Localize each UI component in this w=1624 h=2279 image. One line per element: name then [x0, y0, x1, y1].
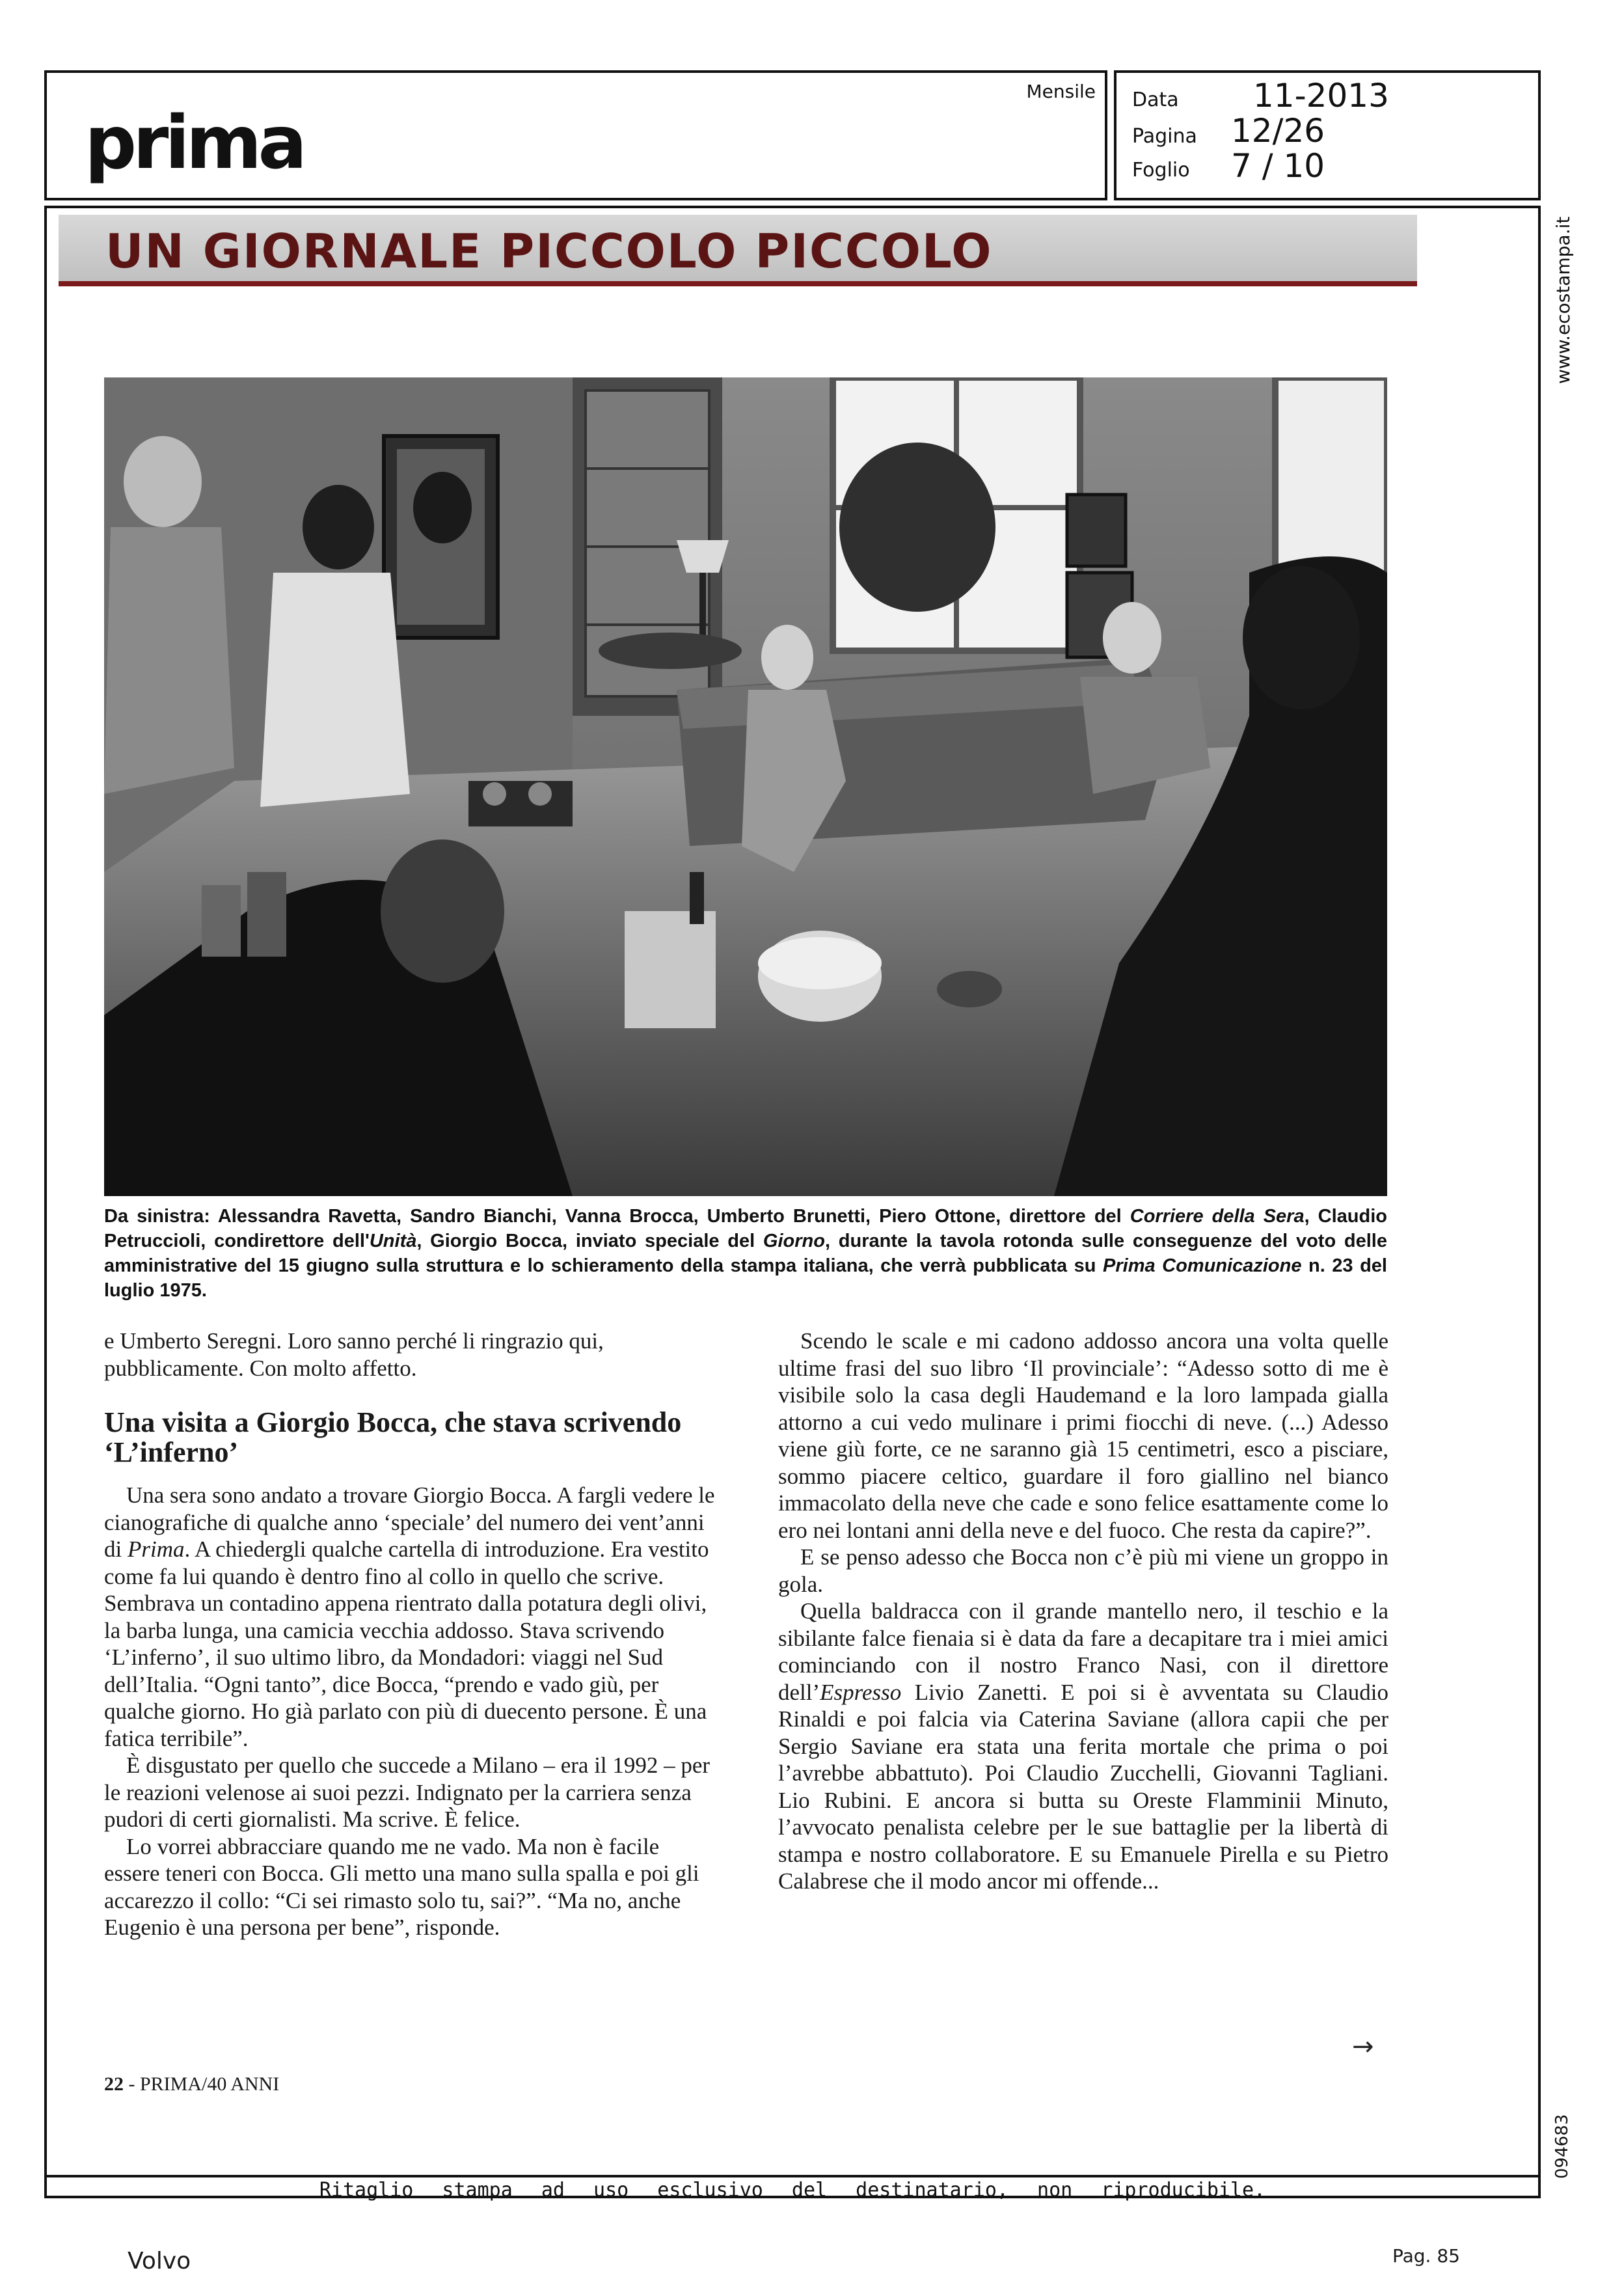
right-para-3-b: Livio Zanetti. E poi si è avventata su Claudio Rinaldi e poi falcia via Caterina Saviane (allora capii che per Sergio Saviane era stata una ferita mortale che prima o poi l’avrebbe abbattuto). Poi Claudio Zucchelli, Giovanni Tagliani. Lio Rubini. E ancora si butta su Oreste Flamminii Minuto, l’avvocato penalista celebre per le sue battaglie per la libertà di stampa e nostro collaboratore. E su Emanuele Pirella e su Pietro Calabrese che il modo ancor mi offende...: [778, 1679, 1388, 1894]
banner-underline: [59, 281, 1417, 286]
left-para-2: È disgustato per quello che succede a Milano – era il 1992 – per le reazioni velenose ai suoi pezzi. Indignato per la carriera senza pudori di certi giornalisti. Ma scrive. È felice.: [104, 1753, 710, 1832]
meta-value-data: 11-2013: [1253, 77, 1389, 115]
meta-label-pagina: Pagina: [1132, 125, 1197, 148]
right-column: [778, 1328, 1388, 1895]
meta-label-data: Data: [1132, 89, 1179, 111]
left-para-1-b: . A chiedergli qualche cartella di introduzione. Era vestito come fa lui quando è dentro fino al collo in quello che scrive. Sembrava un contadino appena rientrato dalla potatura degli olivi, la barba lunga, una camicia vecchia addosso. Stava scrivendo ‘L’inferno’, il suo ultimo libro, da Mondadori: viaggi nel Sud dell’Italia. “Ogni tanto”, dice Bocca, “prendo e vado giù, per qualche giorno. Ho già parlato con più di duecento persone. È una fatica terribile”.: [104, 1536, 709, 1751]
right-para-3-espresso: Espresso: [820, 1679, 902, 1705]
client-name: Volvo: [128, 2248, 191, 2274]
caption-text: , durante la tavola rotonda sulle conseguenze del voto delle amministrative del 15 giugno sulla struttura e lo schieramento della stampa italiana, che verrà pubblicata su: [104, 1231, 1387, 1276]
right-para-1: Scendo le scale e mi cadono addosso ancora una volta quelle ultime frasi del suo libro ‘Il provinciale’: “Adesso sotto di me è visibile solo la casa degli Haudemand e la loro lampada gialla attorno a cui vedo mulinare i primi fiocchi di neve. (...) Adesso viene giù forte, ce ne saranno già 15 centimetri, esco a pisciare, sommo piacere celtico, guardare il foro giallino nel bianco immacolato della neve che cade e sono felice esattamente come lo ero nei lontani anni della neve e del fuoco. Che resta da capire?”.: [778, 1328, 1388, 1543]
clipping-page: Pag. 85: [1392, 2245, 1460, 2267]
side-code: 094683: [1552, 2114, 1572, 2179]
frequency-label: Mensile: [1026, 81, 1096, 102]
header-logo-box: [44, 70, 1107, 200]
banner-title: UN GIORNALE PICCOLO PICCOLO: [105, 224, 993, 279]
left-para-3: Lo vorrei abbracciare quando me ne vado. Ma non è facile essere teneri con Bocca. Gli metto una mano sulla spalla e poi gli accarezzo il collo: “Ci sei rimasto solo tu, sai?”. “Ma no, anche Eugenio è una persona per bene”, risponde.: [104, 1833, 699, 1940]
left-para-1-a: Una sera sono andato a trovare Giorgio Bocca. A fargli vedere le cianografiche di qualche anno ‘speciale’ del numero dei vent’anni di: [104, 1482, 715, 1562]
meta-label-foglio: Foglio: [1132, 159, 1190, 182]
caption-corriere: Corriere della Sera: [1130, 1206, 1305, 1227]
section-subhead: Una visita a Giorgio Bocca, che stava scrivendo ‘L’inferno’: [104, 1406, 682, 1468]
continue-arrow-icon: →: [1352, 2032, 1374, 2062]
header-meta-box: [1114, 70, 1541, 200]
caption-unita: Unità: [369, 1231, 417, 1251]
page-number-label: - PRIMA/40 ANNI: [124, 2073, 280, 2095]
meta-value-foglio: 7 / 10: [1231, 147, 1325, 185]
side-url: www.ecostampa.it: [1552, 216, 1574, 384]
caption-prima-comunicazione: Prima Comunicazione: [1103, 1255, 1302, 1276]
caption-text: Da sinistra: Alessandra Ravetta, Sandro Bianchi, Vanna Brocca, Umberto Brunetti, Piero Ottone, direttore del: [104, 1206, 1130, 1227]
photo-illustration: [104, 377, 1387, 1196]
ritaglio-notice: Ritaglio stampa ad uso esclusivo del destinatario, non riproducibile.: [319, 2179, 1266, 2202]
photo-caption: [104, 1204, 1387, 1303]
caption-text: , Giorgio Bocca, inviato speciale del: [416, 1231, 763, 1251]
article-photo: [104, 377, 1387, 1196]
left-column: [104, 1328, 716, 1941]
page-number-value: 22: [104, 2073, 124, 2095]
caption-text: n. 23 del luglio 1975.: [104, 1255, 1387, 1301]
meta-value-pagina: 12/26: [1231, 112, 1325, 150]
page-number: [104, 2073, 279, 2095]
right-para-3-a: Quella baldracca con il grande mantello nero, il teschio e la sibilante falce fienaia si è data da fare a decapitare tra i miei amici cominciando con il nostro Franco Nasi, con il direttore dell’: [778, 1598, 1388, 1705]
caption-giorno: Giorno: [763, 1231, 825, 1251]
right-para-2: E se penso adesso che Bocca non c’è più mi viene un groppo in gola.: [778, 1544, 1388, 1597]
ritaglio-band: [44, 2175, 1541, 2202]
right-para-3: [778, 1598, 1388, 1895]
left-para-1-prima: Prima: [127, 1536, 185, 1562]
prima-logo: prima: [85, 101, 304, 185]
caption-text: , Claudio Petruccioli, condirettore dell': [104, 1206, 1387, 1251]
section-banner: [59, 215, 1417, 285]
left-para-1: [104, 1482, 716, 1752]
left-intro: e Umberto Seregni. Loro sanno perché li ringrazio qui, pubblicamente. Con molto affetto.: [104, 1328, 604, 1381]
